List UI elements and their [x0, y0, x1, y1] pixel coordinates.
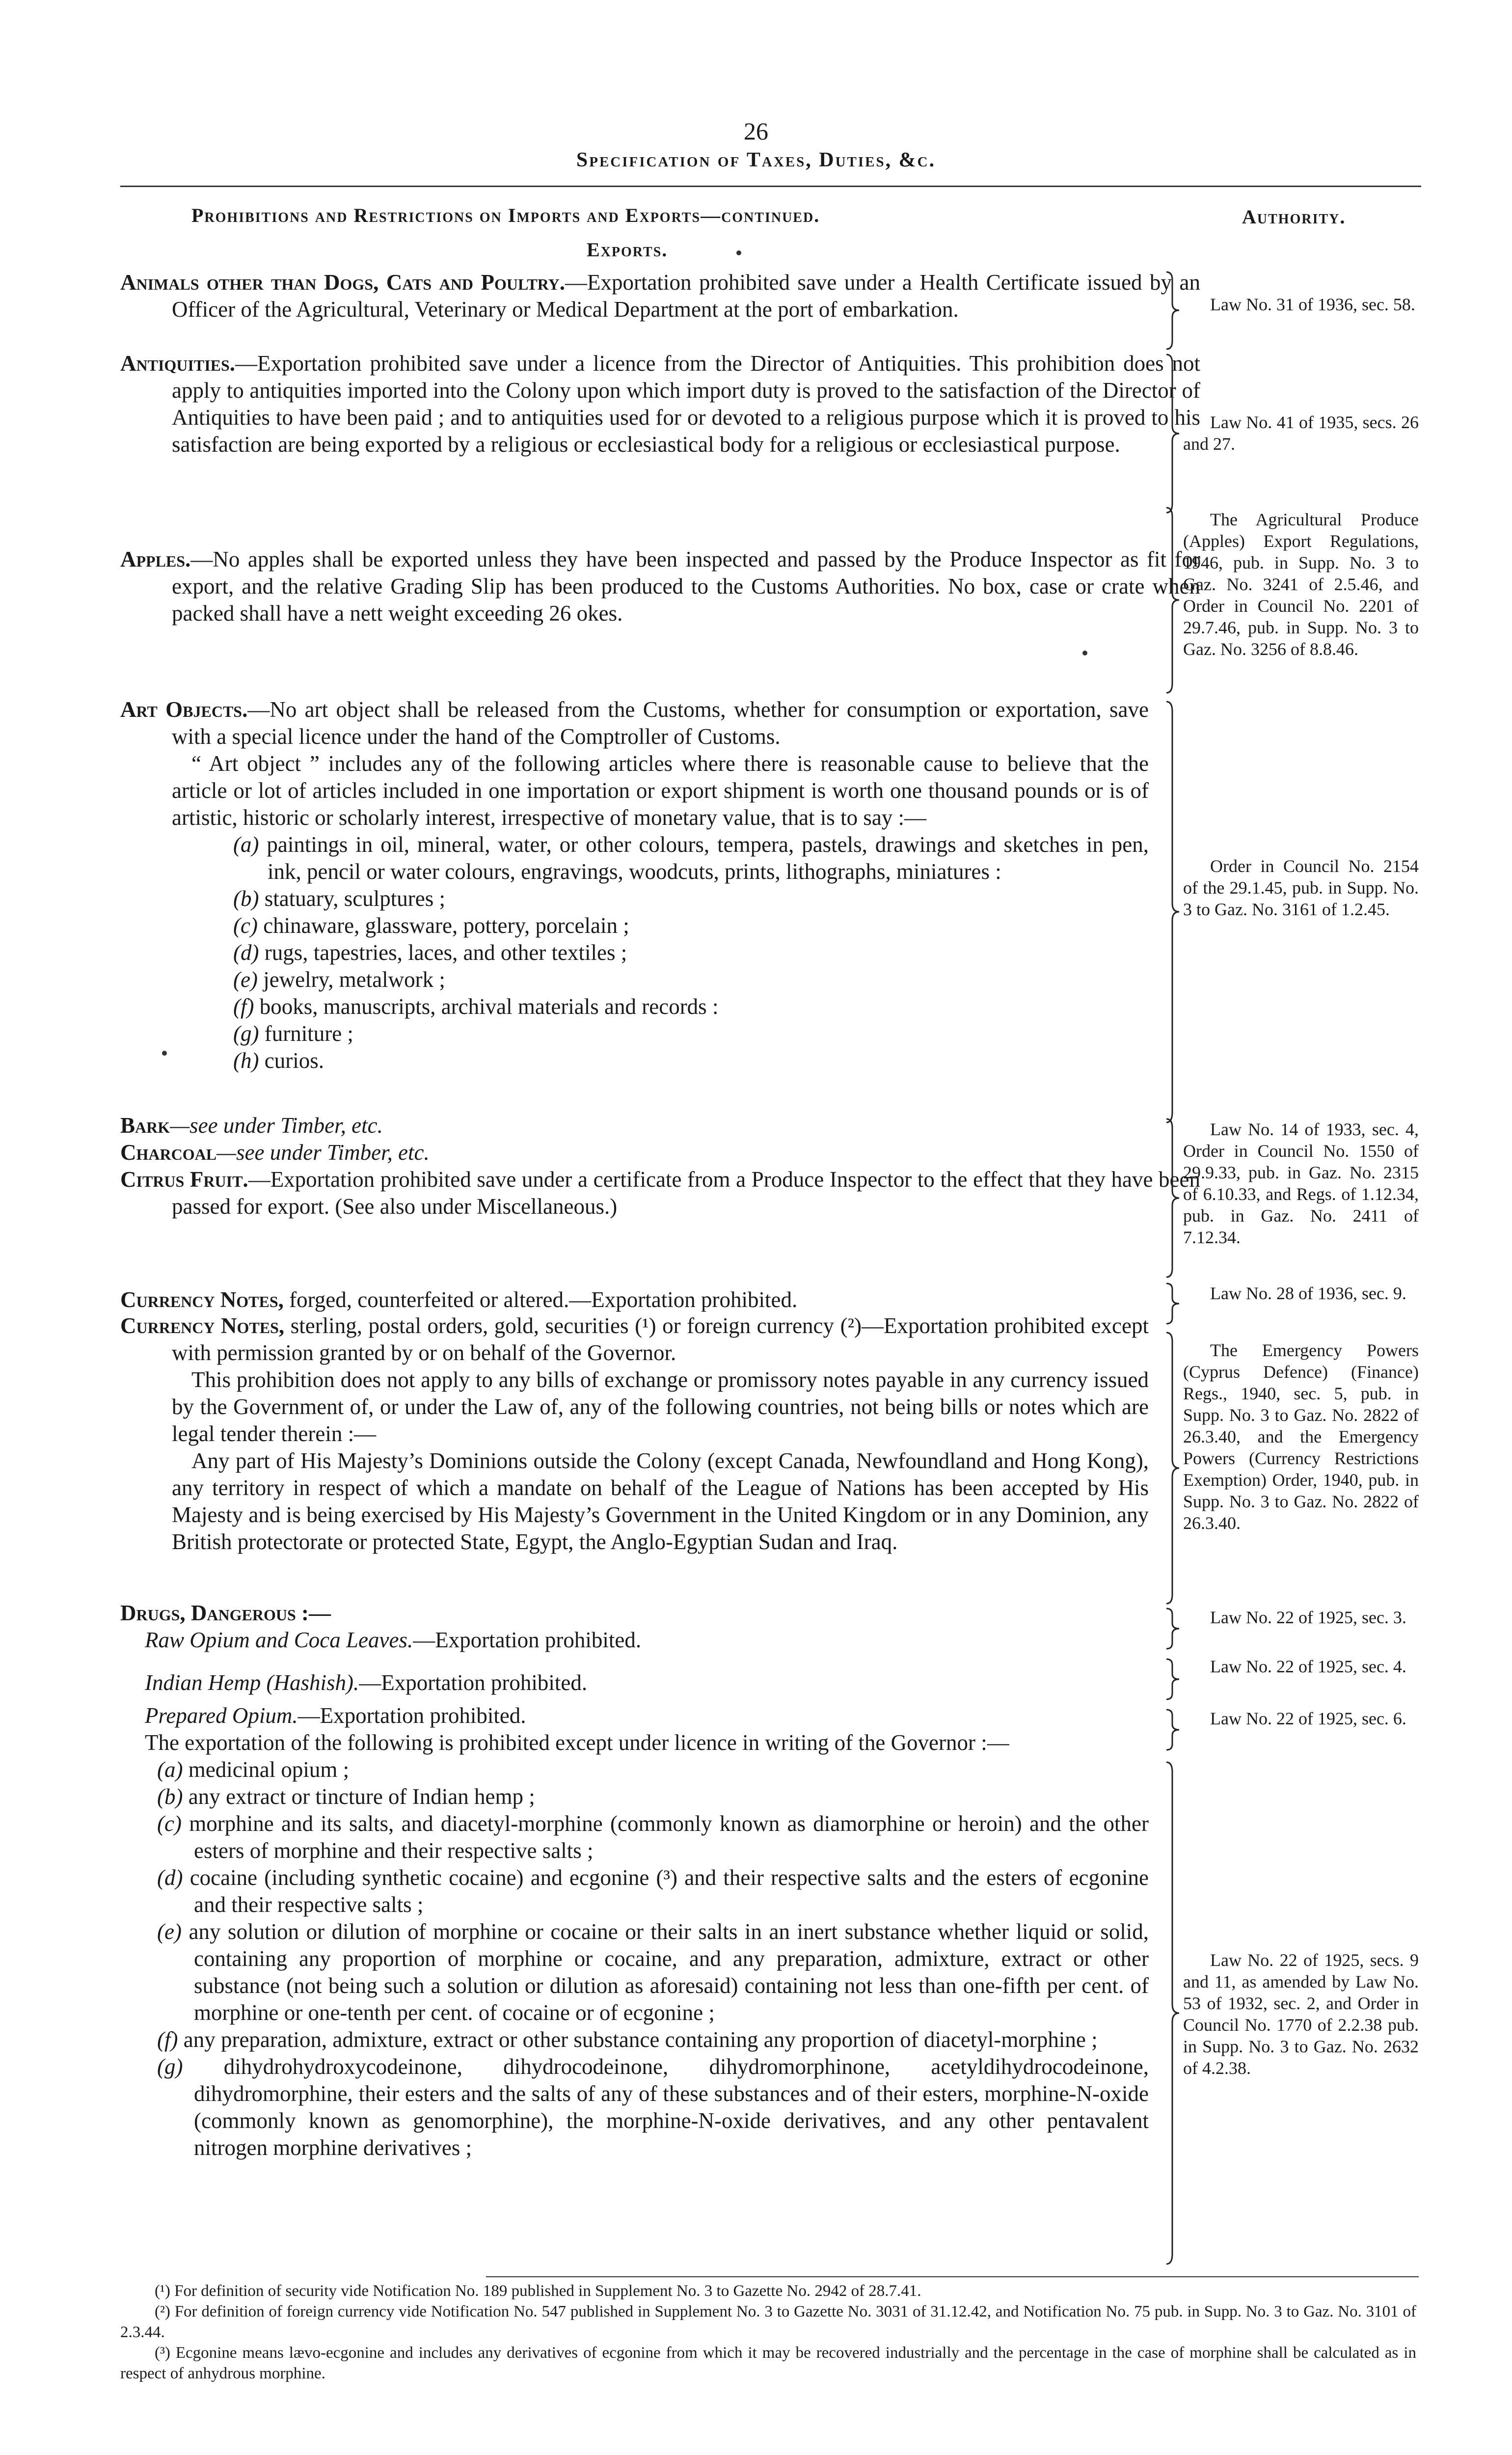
brace-currency-forged: [1164, 1282, 1182, 1326]
drugs-item-d: (d) cocaine (including synthetic cocaine) and ecgonine (³) and their respective salts and the esters of ecgonine and their respective salts ;: [157, 1865, 1149, 1917]
brace-apples: [1164, 506, 1182, 695]
art-item-d: (d) rugs, tapestries, laces, and other textiles ;: [233, 940, 627, 965]
brace-art: [1164, 700, 1182, 1124]
speck: [736, 250, 741, 255]
drugs-item-b: (b) any extract or tincture of Indian hemp ;: [157, 1784, 535, 1809]
authority-raw-opium: Law No. 22 of 1925, sec. 3.: [1210, 1608, 1406, 1627]
column-head-left: Prohibitions and Restrictions on Imports and Exports—continued.: [191, 204, 820, 226]
authority-animals: Law No. 31 of 1936, sec. 58.: [1210, 295, 1415, 314]
drugs-licence: The exportation of the following is prohibited except under licence in writing of the Governor :—: [145, 1730, 1009, 1755]
entry-bark: Bark—see under Timber, etc.: [120, 1113, 383, 1138]
drugs-item-f: (f) any preparation, admixture, extract or other substance containing any proportion of diacetyl-morphine ;: [157, 2027, 1098, 2052]
art-item-h: (h) curios.: [233, 1048, 324, 1073]
drugs-item-a: (a) medicinal opium ;: [157, 1757, 350, 1782]
authority-apples: The Agricultural Produce (Apples) Export Regulations, 1946, pub. in Supp. No. 3 to Gaz. No. 3241 of 2.5.46, and Order in Council No. 2201 of 29.7.46, pub. in Supp. No. 3 to Gaz. No. 3256 of 8.8.46.: [1183, 510, 1419, 659]
authority-citrus: Law No. 14 of 1933, sec. 4, Order in Council No. 1550 of 29.9.33, pub. in Gaz. No. 2315 of 6.10.33, and Regs. of 1.12.34, pub. in Gaz. No. 2411 of 7.12.34.: [1183, 1119, 1419, 1247]
footnote-rule: [486, 2276, 1419, 2277]
art-item-b: (b) statuary, sculptures ;: [233, 886, 445, 911]
speck: [1082, 651, 1087, 655]
drugs-item-g: (g) dihydrohydroxycodeinone, dihydrocodeinone, dihydromorphinone, acetyldihydrocodeinone, dihydromorphine, their esters and the salts of any of these substances and of their esters, morphine-N-oxide (commonly known as genomorphine), the morphine-N-oxide derivatives, and any other pentavalent nitrogen morphine derivatives ;: [157, 2054, 1149, 2160]
brace-drugs-licence: [1164, 1760, 1182, 2266]
art-item-c: (c) chinaware, glassware, pottery, porcelain ;: [233, 913, 629, 938]
entry-animals: Animals other than Dogs, Cats and Poultry.—Exportation prohibited save under a Health Certificate issued by an Officer of the Agricultural, Veterinary or Medical Department at the port of embarkation.: [120, 270, 1200, 322]
drugs-item-e: (e) any solution or dilution of morphine or cocaine or their salts in an inert substance whether liquid or solid, containing any proportion of morphine or cocaine, and any preparation, admixture, extract or other substance (not being such a solution or dilution as aforesaid) containing not less than one-fifth per cent. of morphine or one-tenth per cent. of cocaine or of ecgonine ;: [157, 1919, 1149, 2025]
art-item-f: (f) books, manuscripts, archival materials and records :: [233, 994, 719, 1019]
art-item-g: (g) furniture ;: [233, 1021, 353, 1046]
footnotes: [120, 2281, 1416, 2384]
authority-currency-forged: Law No. 28 of 1936, sec. 9.: [1210, 1283, 1406, 1303]
authority-indian-hemp: Law No. 22 of 1925, sec. 4.: [1210, 1657, 1406, 1676]
authority-art: Order in Council No. 2154 of the 29.1.45, pub. in Supp. No. 3 to Gaz. No. 3161 of 1.2.45.: [1183, 856, 1419, 919]
header-rule: [120, 186, 1421, 187]
authority-drugs-licence: Law No. 22 of 1925, secs. 9 and 11, as amended by Law No. 53 of 1932, sec. 2, and Order in Council No. 1770 of 2.2.38 pub. in Supp. No. 3 to Gaz. No. 2632 of 4.2.38.: [1183, 1950, 1419, 2078]
brace-currency-sterling: [1164, 1331, 1182, 1606]
currency-p3: Any part of His Majesty’s Dominions outside the Colony (except Canada, Newfoundland and Hong Kong), any territory in respect of which a mandate on behalf of the League of Nations has been accepted by His Majesty and is being exercised by His Majesty’s Government in the United Kingdom or in any Dominion, any British protectorate or protected State, Egypt, the Anglo-Egyptian Sudan and Iraq.: [172, 1448, 1149, 1554]
art-definition: “ Art object ” includes any of the following articles where there is reasonable cause to believe that the article or lot of articles included in one importation or export shipment is worth one thousand pounds or is of artistic, historic or scholarly interest, irrespective of monetary value, that is to say :—: [172, 751, 1149, 830]
art-item-e: (e) jewelry, metalwork ;: [233, 967, 445, 992]
entry-art-objects: Art Objects.—No art object shall be released from the Customs, whether for consumption or exportation, save with a special licence under the hand of the Comptroller of Customs. “ Art object ” includes any of the following articles where there is reasonable cause to believe that the article or lot of articles included in one importation or export shipment is worth one thousand pounds or is of artistic, historic or scholarly interest, irrespective of monetary value, that is to say :— (a) paintings in oil, mineral, water, or other colours, tempera, pastels, drawings and sketches in pen, ink, pencil or water colours, engravings, woodcuts, prints, lithographs, miniatures : (b) statuary, sculptures ; (c) chinaware, glassware, pottery, porcelain ; (d) rugs, tapestries, laces, and other textiles ; (e) jewelry, metalwork ; (f) books, manuscripts, archival materials and records : (g) furniture ; (h) curios.: [120, 696, 1149, 1074]
entry-currency-forged: Currency Notes, forged, counterfeited or altered.—Exportation prohibited.: [120, 1287, 798, 1312]
brace-bark-citrus: [1164, 1117, 1182, 1279]
column-head-right: Authority.: [1242, 206, 1346, 228]
drugs-raw-opium: Raw Opium and Coca Leaves.—Exportation prohibited.: [145, 1628, 642, 1652]
drugs-prepared-opium: Prepared Opium.—Exportation prohibited.: [145, 1703, 526, 1728]
speck: [162, 1051, 167, 1056]
brace-prepared-opium: [1164, 1708, 1182, 1752]
footnote-3: (³) Ecgonine means lævo-ecgonine and includes any derivatives of ecgonine from which it may be recovered industrially and the percentage in the case of morphine shall be calculated as in respect of anhydrous morphine.: [120, 2344, 1416, 2382]
authority-currency-sterling: The Emergency Powers (Cyprus Defence) (Finance) Regs., 1940, sec. 5, pub. in Supp. No. 3 to Gaz. No. 2822 of 26.3.40, and the Emergency Powers (Currency Restrictions Exemption) Order, 1940, pub. in Supp. No. 3 to Gaz. No. 2822 of 26.3.40.: [1183, 1340, 1419, 1533]
footnote-2: (²) For definition of foreign currency vide Notification No. 547 published in Supplement No. 3 to Gazette No. 3031 of 31.12.42, and Notification No. 75 pub. in Supp. No. 3 to Gaz. No. 3101 of 2.3.44.: [120, 2303, 1416, 2341]
art-item-a: (a) paintings in oil, mineral, water, or other colours, tempera, pastels, drawings and sketches in pen, ink, pencil or water colours, engravings, woodcuts, prints, lithographs, miniatures :: [233, 832, 1149, 884]
authority-antiquities: Law No. 41 of 1935, secs. 26 and 27.: [1183, 412, 1419, 454]
entry-currency-sterling: Currency Notes, sterling, postal orders, gold, securities (¹) or foreign currency (²)—Exportation prohibited except with permission granted by or on behalf of the Governor. This prohibition does not apply to any bills of exchange or promissory notes payable in any currency issued by the Government of, or under the Law of, any of the following countries, not being bills or notes which are legal tender therein :— Any part of His Majesty’s Dominions outside the Colony (except Canada, Newfoundland and Hong Kong), any territory in respect of which a mandate on behalf of the League of Nations has been accepted by His Majesty and is being exercised by His Majesty’s Government in the United Kingdom or in any Dominion, any British protectorate or protected State, Egypt, the Anglo-Egyptian Sudan and Iraq.: [120, 1312, 1149, 1555]
entry-antiquities: Antiquities.—Exportation prohibited save under a licence from the Director of Antiquities. This prohibition does not apply to antiquities imported into the Colony upon which import duty is proved to the satisfaction of the Director of Antiquities to have been paid ; and to antiquities used for or devoted to a religious purpose which it is proved to his satisfaction are being exported by a religious or ecclesiastical body for a religious or ecclesiastical purpose.: [120, 351, 1200, 457]
running-head: Specification of Taxes, Duties, &c.: [576, 149, 936, 171]
brace-raw-opium: [1164, 1607, 1182, 1651]
brace-indian-hemp: [1164, 1657, 1182, 1701]
currency-p2: This prohibition does not apply to any bills of exchange or promissory notes payable in any currency issued by the Government of, or under the Law of, any of the following countries, not being bills or notes which are legal tender therein :—: [172, 1367, 1149, 1446]
brace-animals: [1164, 270, 1182, 351]
drugs-indian-hemp: Indian Hemp (Hashish).—Exportation prohibited.: [145, 1670, 588, 1695]
entry-charcoal: Charcoal—see under Timber, etc.: [120, 1140, 430, 1165]
drugs-item-c: (c) morphine and its salts, and diacetyl-morphine (commonly known as diamorphine or heroin) and the other esters of morphine and their respective salts ;: [157, 1811, 1149, 1863]
footnote-1: (¹) For definition of security vide Notification No. 189 published in Supplement No. 3 to Gazette No. 2942 of 28.7.41.: [155, 2282, 921, 2300]
entry-apples: Apples.—No apples shall be exported unless they have been inspected and passed by the Produce Inspector as fit for export, and the relative Grading Slip has been produced to the Customs Authorities. No box, case or crate when packed shall have a nett weight exceeding 26 okes.: [120, 547, 1200, 626]
entry-drugs: Drugs, Dangerous :— Raw Opium and Coca Leaves.—Exportation prohibited. Indian Hemp (Hashish).—Exportation prohibited. Prepared Opium.—Exportation prohibited. The exportation of the following is prohibited except under licence in writing of the Governor :— (a) medicinal opium ; (b) any extract or tincture of Indian hemp ; (c) morphine and its salts, and diacetyl-morphine (commonly known as diamorphine or heroin) and the other esters of morphine and their respective salts ; (d) cocaine (including synthetic cocaine) and ecgonine (³) and their respective salts and the esters of ecgonine and their respective salts ; (e) any solution or dilution of morphine or cocaine or their salts in an inert substance whether liquid or solid, containing any proportion of morphine or cocaine, and any preparation, admixture, extract or other substance (not being such a solution or dilution as aforesaid) containing not less than one-fifth per cent. of morphine or one-tenth per cent. of cocaine or of ecgonine ; (f) any preparation, admixture, extract or other substance containing any proportion of diacetyl-morphine ; (g) dihydrohydroxycodeinone, dihydrocodeinone, dihydromorphinone, acetyldihydrocodeinone, dihydromorphine, their esters and the salts of any of these substances and of their esters, morphine-N-oxide (commonly known as genomorphine), the morphine-N-oxide derivatives, and any other pentavalent nitrogen morphine derivatives ;: [120, 1600, 1149, 2161]
page-number: 26: [744, 117, 768, 145]
entry-citrus: Citrus Fruit.—Exportation prohibited save under a certificate from a Produce Inspector to the effect that they have been passed for export. (See also under Miscellaneous.): [120, 1167, 1200, 1219]
authority-prepared-opium: Law No. 22 of 1925, sec. 6.: [1210, 1709, 1406, 1728]
section-title: Exports.: [587, 239, 668, 261]
brace-antiquities: [1164, 353, 1182, 515]
